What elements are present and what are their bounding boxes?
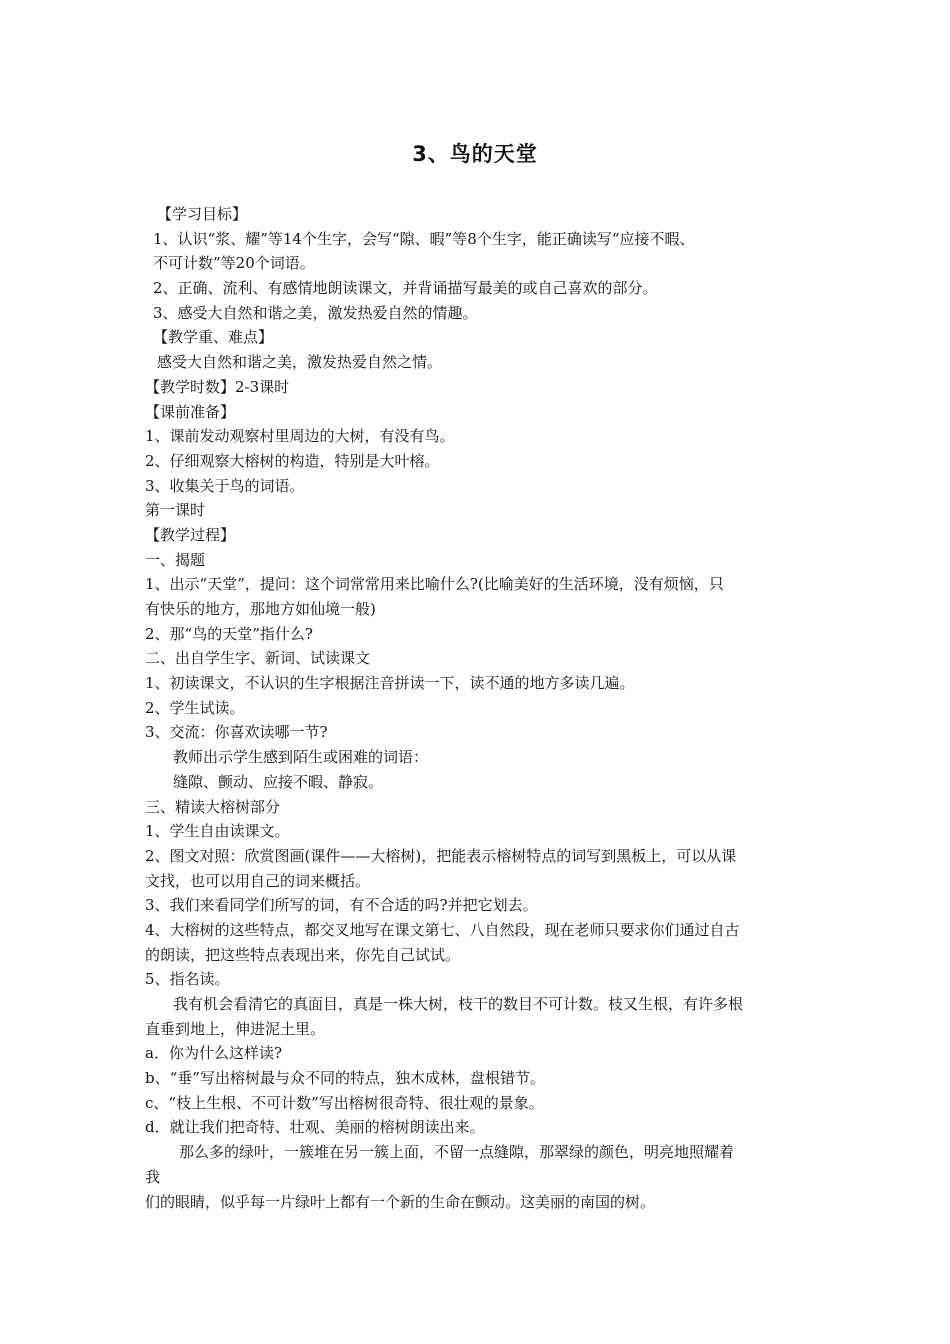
- paragraph-line: 2、仔细观察大榕树的构造，特别是大叶榕。: [145, 451, 440, 470]
- quote-line: 我: [145, 1167, 161, 1186]
- quote-line: 们的眼睛，似乎每一片绿叶上都有一个新的生命在颤动。这美丽的南国的树。: [145, 1192, 656, 1211]
- paragraph-line: 的朗读，把这些特点表现出来，你先自己试试。: [145, 945, 461, 964]
- paragraph-line: 3、交流：你喜欢读哪一节?: [145, 723, 328, 742]
- paragraph-line: b、“垂”写出榕树最与众不同的特点，独木成林，盘根错节。: [145, 1069, 545, 1088]
- section-heading-key-points: 【教学重、难点】: [153, 328, 274, 347]
- paragraph-line: 1、出示“天堂”，提问：这个词常常用来比喻什么?(比喻美好的生活环境，没有烦恼，只: [145, 575, 724, 594]
- paragraph-line: 2、那“鸟的天堂”指什么?: [145, 624, 313, 643]
- paragraph-line: 教师出示学生感到陌生或困难的词语：: [173, 748, 429, 767]
- paragraph-line: 缝隙、颤动、应接不暇、静寂。: [173, 772, 384, 791]
- subsection-heading: 一、揭题: [145, 550, 206, 569]
- paragraph-line: 2、学生试读。: [145, 698, 245, 717]
- quote-line: 那么多的绿叶，一簇堆在另一簇上面，不留一点缝隙，那翠绿的颜色，明亮地照耀着: [179, 1143, 735, 1162]
- quote-line: 直垂到地上，伸进泥土里。: [145, 1019, 326, 1038]
- paragraph-line: 3、收集关于鸟的词语。: [145, 476, 305, 495]
- paragraph-line: 不可计数”等20个词语。: [153, 254, 315, 273]
- paragraph-line: 2、正确、流利、有感情地朗读课文，并背诵描写最美的或自己喜欢的部分。: [153, 279, 658, 298]
- subsection-heading: 二、出自学生字、新词、试读课文: [145, 649, 371, 668]
- paragraph-line: 1、课前发动观察村里周边的大树，有没有鸟。: [145, 427, 455, 446]
- paragraph-line: 1、认识“浆、耀”等14个生字，会写“隙、暇”等8个生字，能正确读写“应接不暇、: [153, 229, 695, 248]
- paragraph-line: 1、初读课文，不认识的生字根据注音拼读一下，读不通的地方多读几遍。: [145, 674, 635, 693]
- paragraph-line: 感受大自然和谐之美，激发热爱自然之情。: [157, 353, 443, 372]
- paragraph-line: 文找，也可以用自己的词来概括。: [145, 871, 371, 890]
- paragraph-line: 1、学生自由读课文。: [145, 822, 290, 841]
- section-heading-process: 【教学过程】: [145, 525, 236, 544]
- paragraph-line: 3、我们来看同学们所写的词，有不合适的吗?并把它划去。: [145, 896, 538, 915]
- paragraph-line: 4、大榕树的这些特点，都交叉地写在课文第七、八自然段，现在老师只要求你们通过自古: [145, 920, 740, 939]
- paragraph-line: 2、图文对照：欣赏图画(课件——大榕树)，把能表示榕树特点的词写到黑板上，可以从课: [145, 846, 737, 865]
- paragraph-line: 有快乐的地方，那地方如仙境一般): [145, 600, 376, 618]
- paragraph-line: a．你为什么这样读?: [145, 1044, 282, 1063]
- paragraph-line: d．就让我们把奇特、壮观、美丽的榕树朗读出来。: [145, 1118, 485, 1137]
- page-title: 3、鸟的天堂: [412, 142, 538, 166]
- lesson-label: 第一课时: [145, 501, 206, 520]
- paragraph-line: 3、感受大自然和谐之美，激发热爱自然的情趣。: [153, 303, 478, 322]
- subsection-heading: 三、精读大榕树部分: [145, 797, 281, 816]
- section-heading-preparation: 【课前准备】: [145, 402, 236, 421]
- document-body: [145, 202, 815, 1214]
- section-heading-learning-goals: 【学习目标】: [157, 205, 248, 223]
- section-heading-lesson-hours: 【教学时数】2-3课时: [145, 377, 290, 396]
- paragraph-line: 5、指名读。: [145, 970, 230, 989]
- quote-line: 我有机会看清它的真面目，真是一株大树，枝干的数目不可计数。枝又生根，有许多根: [173, 995, 744, 1013]
- paragraph-line: c、“枝上生根、不可计数”写出榕树很奇特、很壮观的景象。: [145, 1093, 544, 1112]
